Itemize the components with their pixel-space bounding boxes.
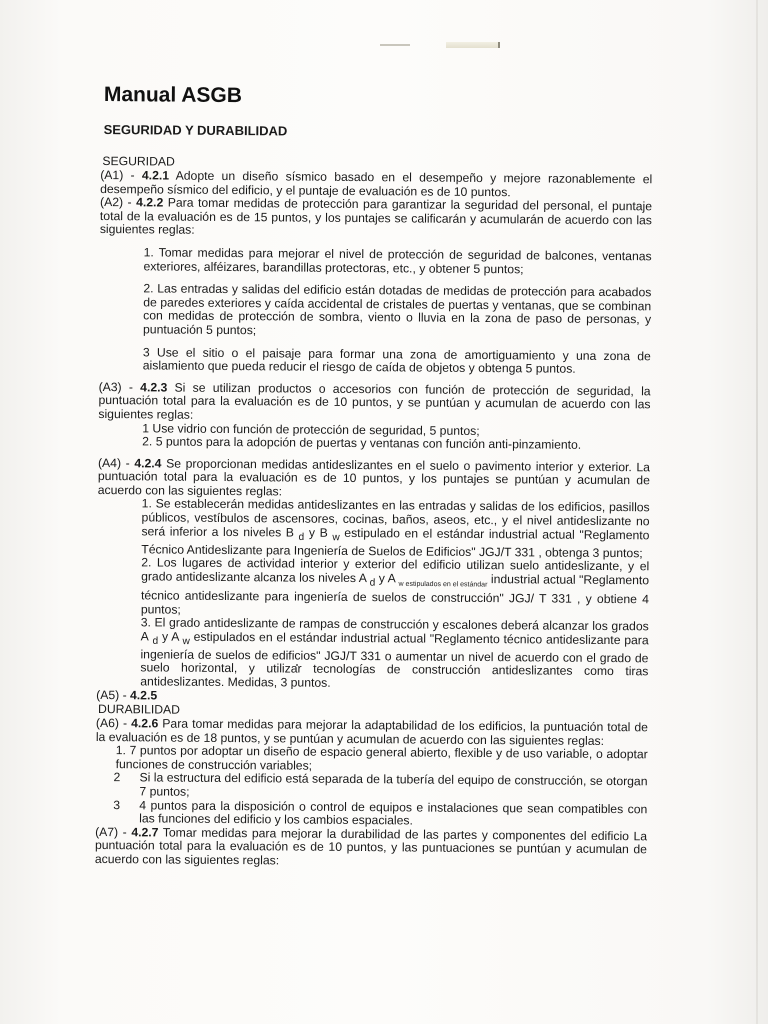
seguridad-heading: SEGURIDAD: [102, 154, 175, 169]
list-item: 2. 5 puntos para la adopción de puertas y ventanas con función anti-pinzamiento.: [142, 434, 582, 452]
clause-code: 4.2.4: [134, 455, 162, 471]
page-title: Manual ASGB: [103, 83, 243, 108]
clause-label: (A3) -: [98, 379, 141, 395]
list-item: 3 4 puntos para la disposición o control de equipos e instalaciones que sean compatibles con las funciones del edificio y los cambios espaciales.: [113, 797, 648, 828]
document-body: [95, 82, 653, 871]
list-item: 1 Use vidrio con función de protección de seguridad, 5 puntos;: [142, 420, 480, 438]
list-item: 2. Los lugares de actividad interior y exterior del edificio utilizan suelo antideslizante, y el grado antideslizante alcanza los niveles A $_d$ y A $_{w estipulados en el estándar}$ industrial actual "Reglamento técnico antideslizante para ingeniería de suelos de construcción" JGJ/ T 331 , y obtiene 4 puntos;: [140, 555, 650, 617]
list-item: 1. Se establecerán medidas antideslizantes en las entradas y salidas de los edificios, pasillos públicos, vestíbulos de ascensores, cocinas, baños, aseos, etc., y el nivel antideslizante no será inferior a los niveles B $_d$ y B $_w$ estipulado en el estándar industrial actual "Reglamento Técnico Antideslizante para Ingeniería de Suelos de Edificios" JGJ/T 331 , obtenga 3 puntos;: [141, 496, 650, 560]
list-item: 3. El grado antideslizante de rampas de construcción y escalones deberá alcanzar los grados A $_d$ y A $_w$ estipulados en el estándar industrial actual "Reglamento técnico antideslizante para ingeniería de suelos de edificios" JGJ/T 331 o aumentar un nivel de acuerdo con el grado de suelo horizontal, y utilizar tecnologías de construcción antideslizantes como tiras antideslizantes. Medidas, 3 puntos.: [140, 615, 649, 690]
clause-label: (A4) -: [97, 455, 135, 470]
clause-text: Adopte un diseño sísmico basado en el desempeño y mejore razonablemente el desempeño sísmico del edificio, y el puntaje de evaluación es de 10 puntos.: [100, 168, 653, 199]
clause-code: 4.2.2: [136, 195, 164, 210]
clause-text: Se proporcionan medidas antideslizantes en el suelo o pavimento interior y exterior. La puntuación total para la evaluación es de 10 puntos, y los puntajes se puntúan y acumulan de acuerdo con las siguientes reglas:: [97, 456, 651, 499]
list-item: 3 Use el sitio o el paisaje para formar una zona de amortiguamiento y una zona de aislamiento que pueda reducir el riesgo de caída de objetos y obtenga 5 puntos.: [142, 344, 651, 376]
clause-a3: [98, 381, 650, 426]
scan-artifact-tape: [446, 42, 500, 48]
clause-code: 4.2.6: [131, 716, 159, 731]
clause-text: Para tomar medidas para mejorar la adaptabilidad de los edificios, la puntuación total de la evaluación es de 18 puntos, y se puntúan y acumulan de acuerdo con las siguientes reglas:: [95, 716, 649, 748]
section-title: SEGURIDAD Y DURABILIDAD: [103, 122, 288, 139]
durabilidad-heading: DURABILIDAD: [98, 702, 181, 717]
clause-code: 4.2.1: [141, 168, 170, 183]
clause-a2: [100, 196, 652, 241]
clause-code: 4.2.3: [140, 380, 168, 395]
clause-text: Para tomar medidas de protección para garantizar la seguridad del personal, el puntaje total de la evaluación es de 15 puntos, y los puntajes se calificarán y acumularán de acuerdo con las siguientes reglas:: [99, 195, 653, 238]
list-item: 1. 7 puntos por adoptar un diseño de espacio general abierto, flexible y de uso variable, o adoptar funciones de construcción variables;: [115, 743, 648, 773]
clause-text: Si se utilizan productos o accesorios con función de protección de seguridad, la puntuación total para la evaluación es de 10 puntos, y se puntúan y acumulan de acuerdo con las siguientes reglas:: [98, 380, 651, 422]
clause-a4: [98, 457, 650, 502]
list-item: 2 Si la estructura del edificio está separada de la tubería del equipo de construcción, se otorgan 7 puntos;: [113, 770, 648, 799]
page-edge: [756, 0, 758, 1024]
clause-label: (A7) -: [95, 824, 132, 840]
clause-label: (A6) -: [95, 716, 132, 731]
scan-artifact: [380, 44, 410, 46]
list-item: 2. Las entradas y salidas del edificio están dotadas de medidas de protección para acabados de paredes exteriores y caída accidental de cristales de puertas y ventanas, que se combinan con medidas de protección de sombra, viento o lluvia en la zona de paso de personas, y puntuación 5 puntos;: [143, 281, 652, 338]
clause-label: (A5) -: [96, 687, 131, 702]
clause-text: Tomar medidas para mejorar la durabilidad de las partes y componentes del edificio La puntuación total para la evaluación es de 10 puntos, y las puntuaciones se puntúan y acumulan de acuerdo con las siguientes reglas:: [94, 825, 648, 868]
clause-label: (A1) -: [100, 167, 142, 183]
clause-code: 4.2.7: [131, 825, 159, 840]
clause-a7: [95, 826, 647, 871]
clause-label: (A2) -: [100, 195, 137, 210]
list-item: 1. Tomar medidas para mejorar el nivel de protección de seguridad de balcones, ventanas exteriores, alféizares, barandillas protectoras, etc., y obtener 5 puntos;: [143, 245, 652, 276]
clause-code: 4.2.5: [129, 687, 158, 702]
